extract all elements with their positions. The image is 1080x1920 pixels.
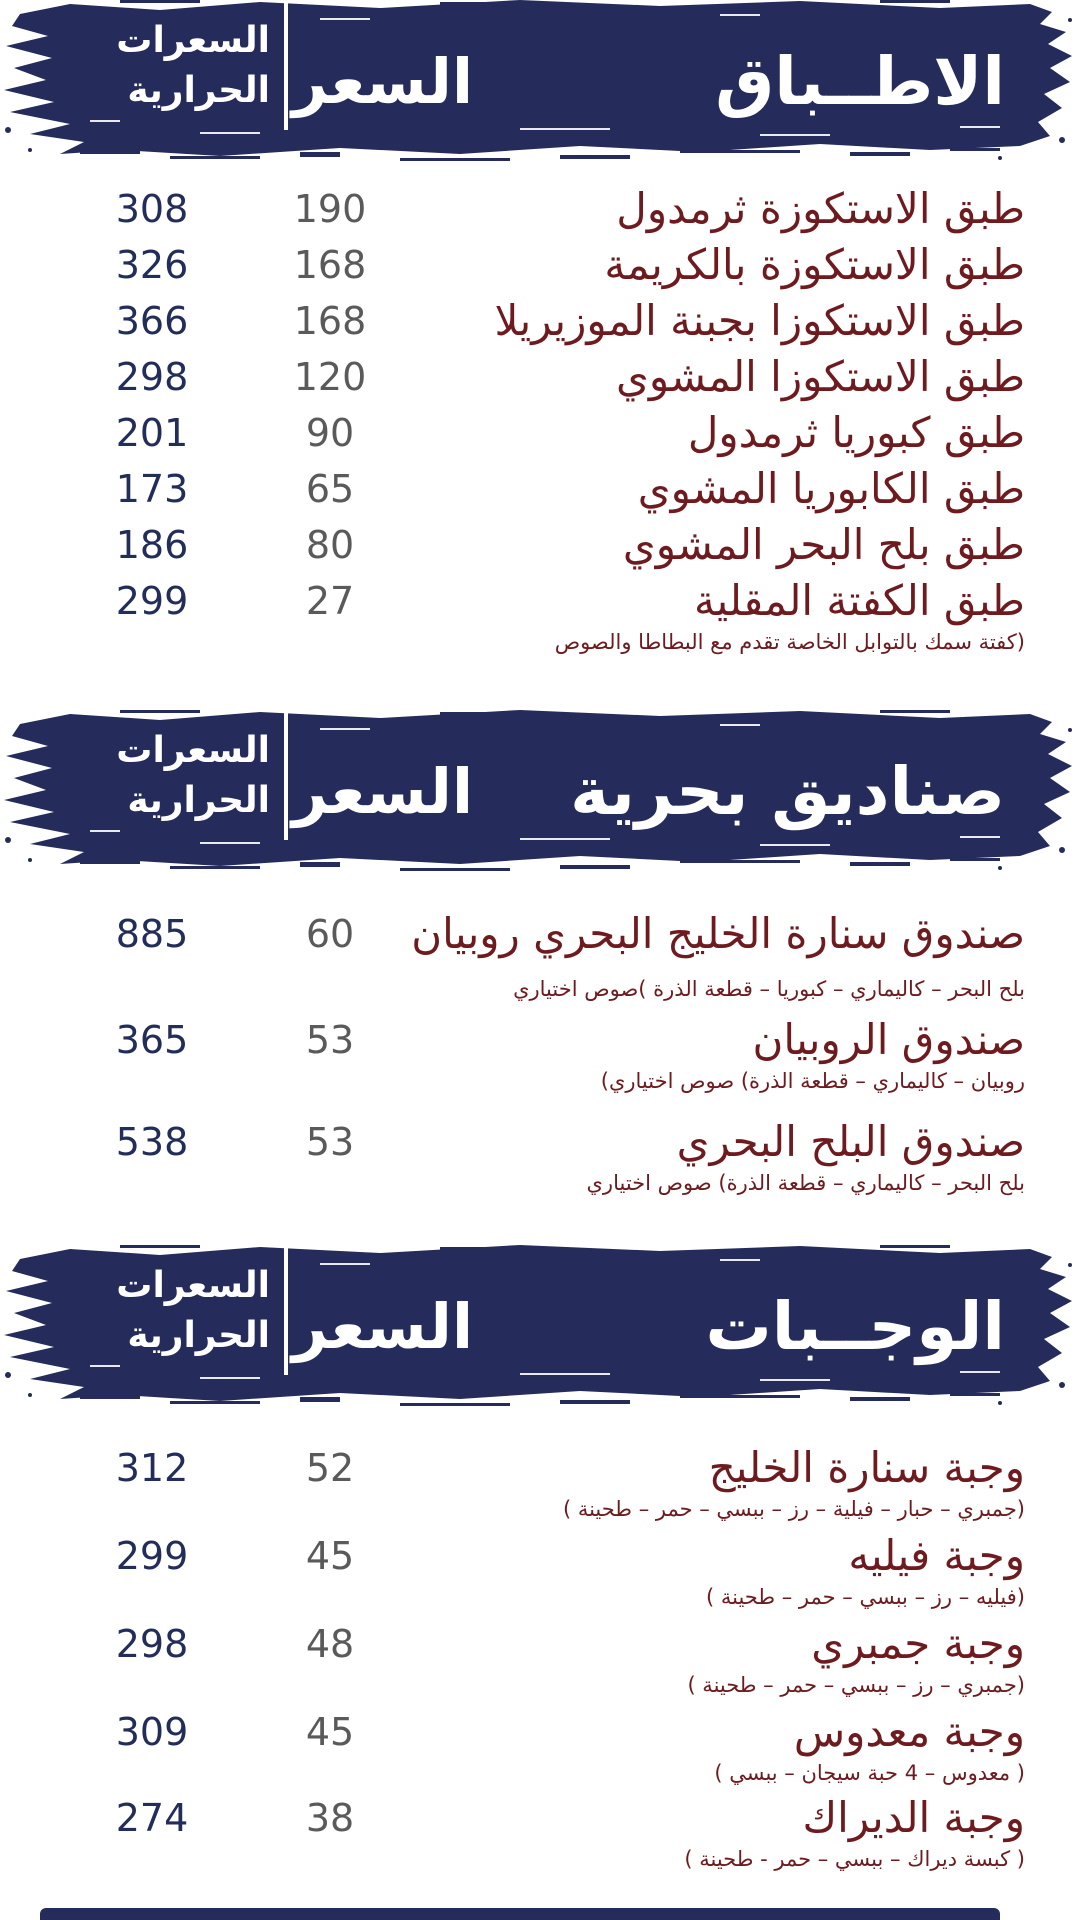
item-name: صندوق البلح البحري bbox=[676, 1117, 1025, 1166]
item-calories: 298 bbox=[115, 1622, 189, 1666]
item-calories: 538 bbox=[115, 1120, 189, 1164]
item-price: 45 bbox=[305, 1710, 355, 1754]
item-calories: 326 bbox=[115, 243, 189, 287]
next-section-banner-edge bbox=[40, 1908, 1000, 1920]
item-price: 38 bbox=[305, 1796, 355, 1840]
item-name: طبق الكابوريا المشوي bbox=[637, 464, 1025, 513]
item-calories: 308 bbox=[115, 187, 189, 231]
item-price: 168 bbox=[293, 299, 367, 343]
item-calories: 298 bbox=[115, 355, 189, 399]
section-title: الاطــباق bbox=[715, 43, 1005, 120]
item-name: طبق الاستكوزة ثرمدول bbox=[616, 184, 1025, 233]
section-banner-seafood-boxes bbox=[0, 710, 1080, 882]
item-price: 60 bbox=[305, 912, 355, 956]
item-name: وجبة فيليه bbox=[848, 1531, 1025, 1580]
item-name: صندوق سنارة الخليج البحري روبيان bbox=[411, 909, 1025, 958]
item-calories: 299 bbox=[115, 579, 189, 623]
item-calories: 885 bbox=[115, 912, 189, 956]
item-name: طبق الاستكوزا بجبنة الموزيريلا bbox=[494, 296, 1025, 345]
item-price: 190 bbox=[293, 187, 367, 231]
section-banner-meals bbox=[0, 1245, 1080, 1417]
section-banner-dishes bbox=[0, 0, 1080, 172]
item-name: طبق الكفتة المقلية bbox=[693, 576, 1025, 625]
item-description: (كفتة سمك بالتوابل الخاصة تقدم مع البطاطا والصوص bbox=[554, 630, 1025, 654]
item-price: 27 bbox=[305, 579, 355, 623]
price-header: السعر bbox=[292, 45, 474, 118]
item-price: 90 bbox=[305, 411, 355, 455]
section-title: الوجــبات bbox=[705, 1288, 1005, 1365]
item-description: بلح البحر – كاليماري – قطعة الذرة) صوص اختياري bbox=[586, 1171, 1025, 1195]
header-divider bbox=[284, 1245, 288, 1375]
item-calories: 312 bbox=[115, 1446, 189, 1490]
item-description: بلح البحر – كاليماري – كبوريا – قطعة الذرة )صوص اختياري bbox=[513, 977, 1025, 1001]
item-price: 48 bbox=[305, 1622, 355, 1666]
item-name: وجبة سنارة الخليج bbox=[708, 1443, 1025, 1492]
calories-header: السعرات الحرارية bbox=[116, 1265, 270, 1356]
item-price: 53 bbox=[305, 1018, 355, 1062]
header-divider bbox=[284, 0, 288, 130]
item-price: 65 bbox=[305, 467, 355, 511]
item-calories: 186 bbox=[115, 523, 189, 567]
item-calories: 366 bbox=[115, 299, 189, 343]
item-calories: 309 bbox=[115, 1710, 189, 1754]
item-description: ( كبسة ديراك – ببسي – حمر - طحينة ) bbox=[684, 1847, 1025, 1871]
item-name: طبق الاستكوزة بالكريمة bbox=[604, 240, 1025, 289]
item-name: وجبة جمبري bbox=[811, 1619, 1025, 1668]
item-calories: 201 bbox=[115, 411, 189, 455]
item-description: (جمبري – حبار – فيلية – رز – ببسي – حمر – طحينة ) bbox=[562, 1497, 1025, 1521]
item-description: روبيان – كاليماري – قطعة الذرة) صوص اختياري) bbox=[600, 1069, 1025, 1093]
item-calories: 173 bbox=[115, 467, 189, 511]
price-header: السعر bbox=[292, 755, 474, 828]
item-price: 45 bbox=[305, 1534, 355, 1578]
item-name: طبق الاستكوزا المشوي bbox=[616, 352, 1025, 401]
item-description: (جمبري – رز – ببسي – حمر – طحينة ) bbox=[687, 1673, 1025, 1697]
item-price: 53 bbox=[305, 1120, 355, 1164]
section-title: صناديق بحرية bbox=[570, 753, 1005, 830]
item-name: صندوق الروبيان bbox=[752, 1015, 1025, 1064]
item-price: 120 bbox=[293, 355, 367, 399]
calories-header: السعرات الحرارية bbox=[116, 20, 270, 111]
item-name: طبق بلح البحر المشوي bbox=[622, 520, 1025, 569]
item-calories: 274 bbox=[115, 1796, 189, 1840]
item-price: 80 bbox=[305, 523, 355, 567]
item-name: وجبة الديراك bbox=[802, 1793, 1025, 1842]
item-price: 168 bbox=[293, 243, 367, 287]
price-header: السعر bbox=[292, 1290, 474, 1363]
item-description: (فيليه – رز – ببسي – حمر – طحينة ) bbox=[706, 1585, 1025, 1609]
item-calories: 299 bbox=[115, 1534, 189, 1578]
item-name: طبق كبوريا ثرمدول bbox=[687, 408, 1025, 457]
header-divider bbox=[284, 710, 288, 840]
item-calories: 365 bbox=[115, 1018, 189, 1062]
item-name: وجبة معدوس bbox=[793, 1707, 1025, 1756]
item-price: 52 bbox=[305, 1446, 355, 1490]
item-description: ( معدوس – 4 حبة سيجان – ببسي ) bbox=[714, 1761, 1025, 1785]
calories-header: السعرات الحرارية bbox=[116, 730, 270, 821]
